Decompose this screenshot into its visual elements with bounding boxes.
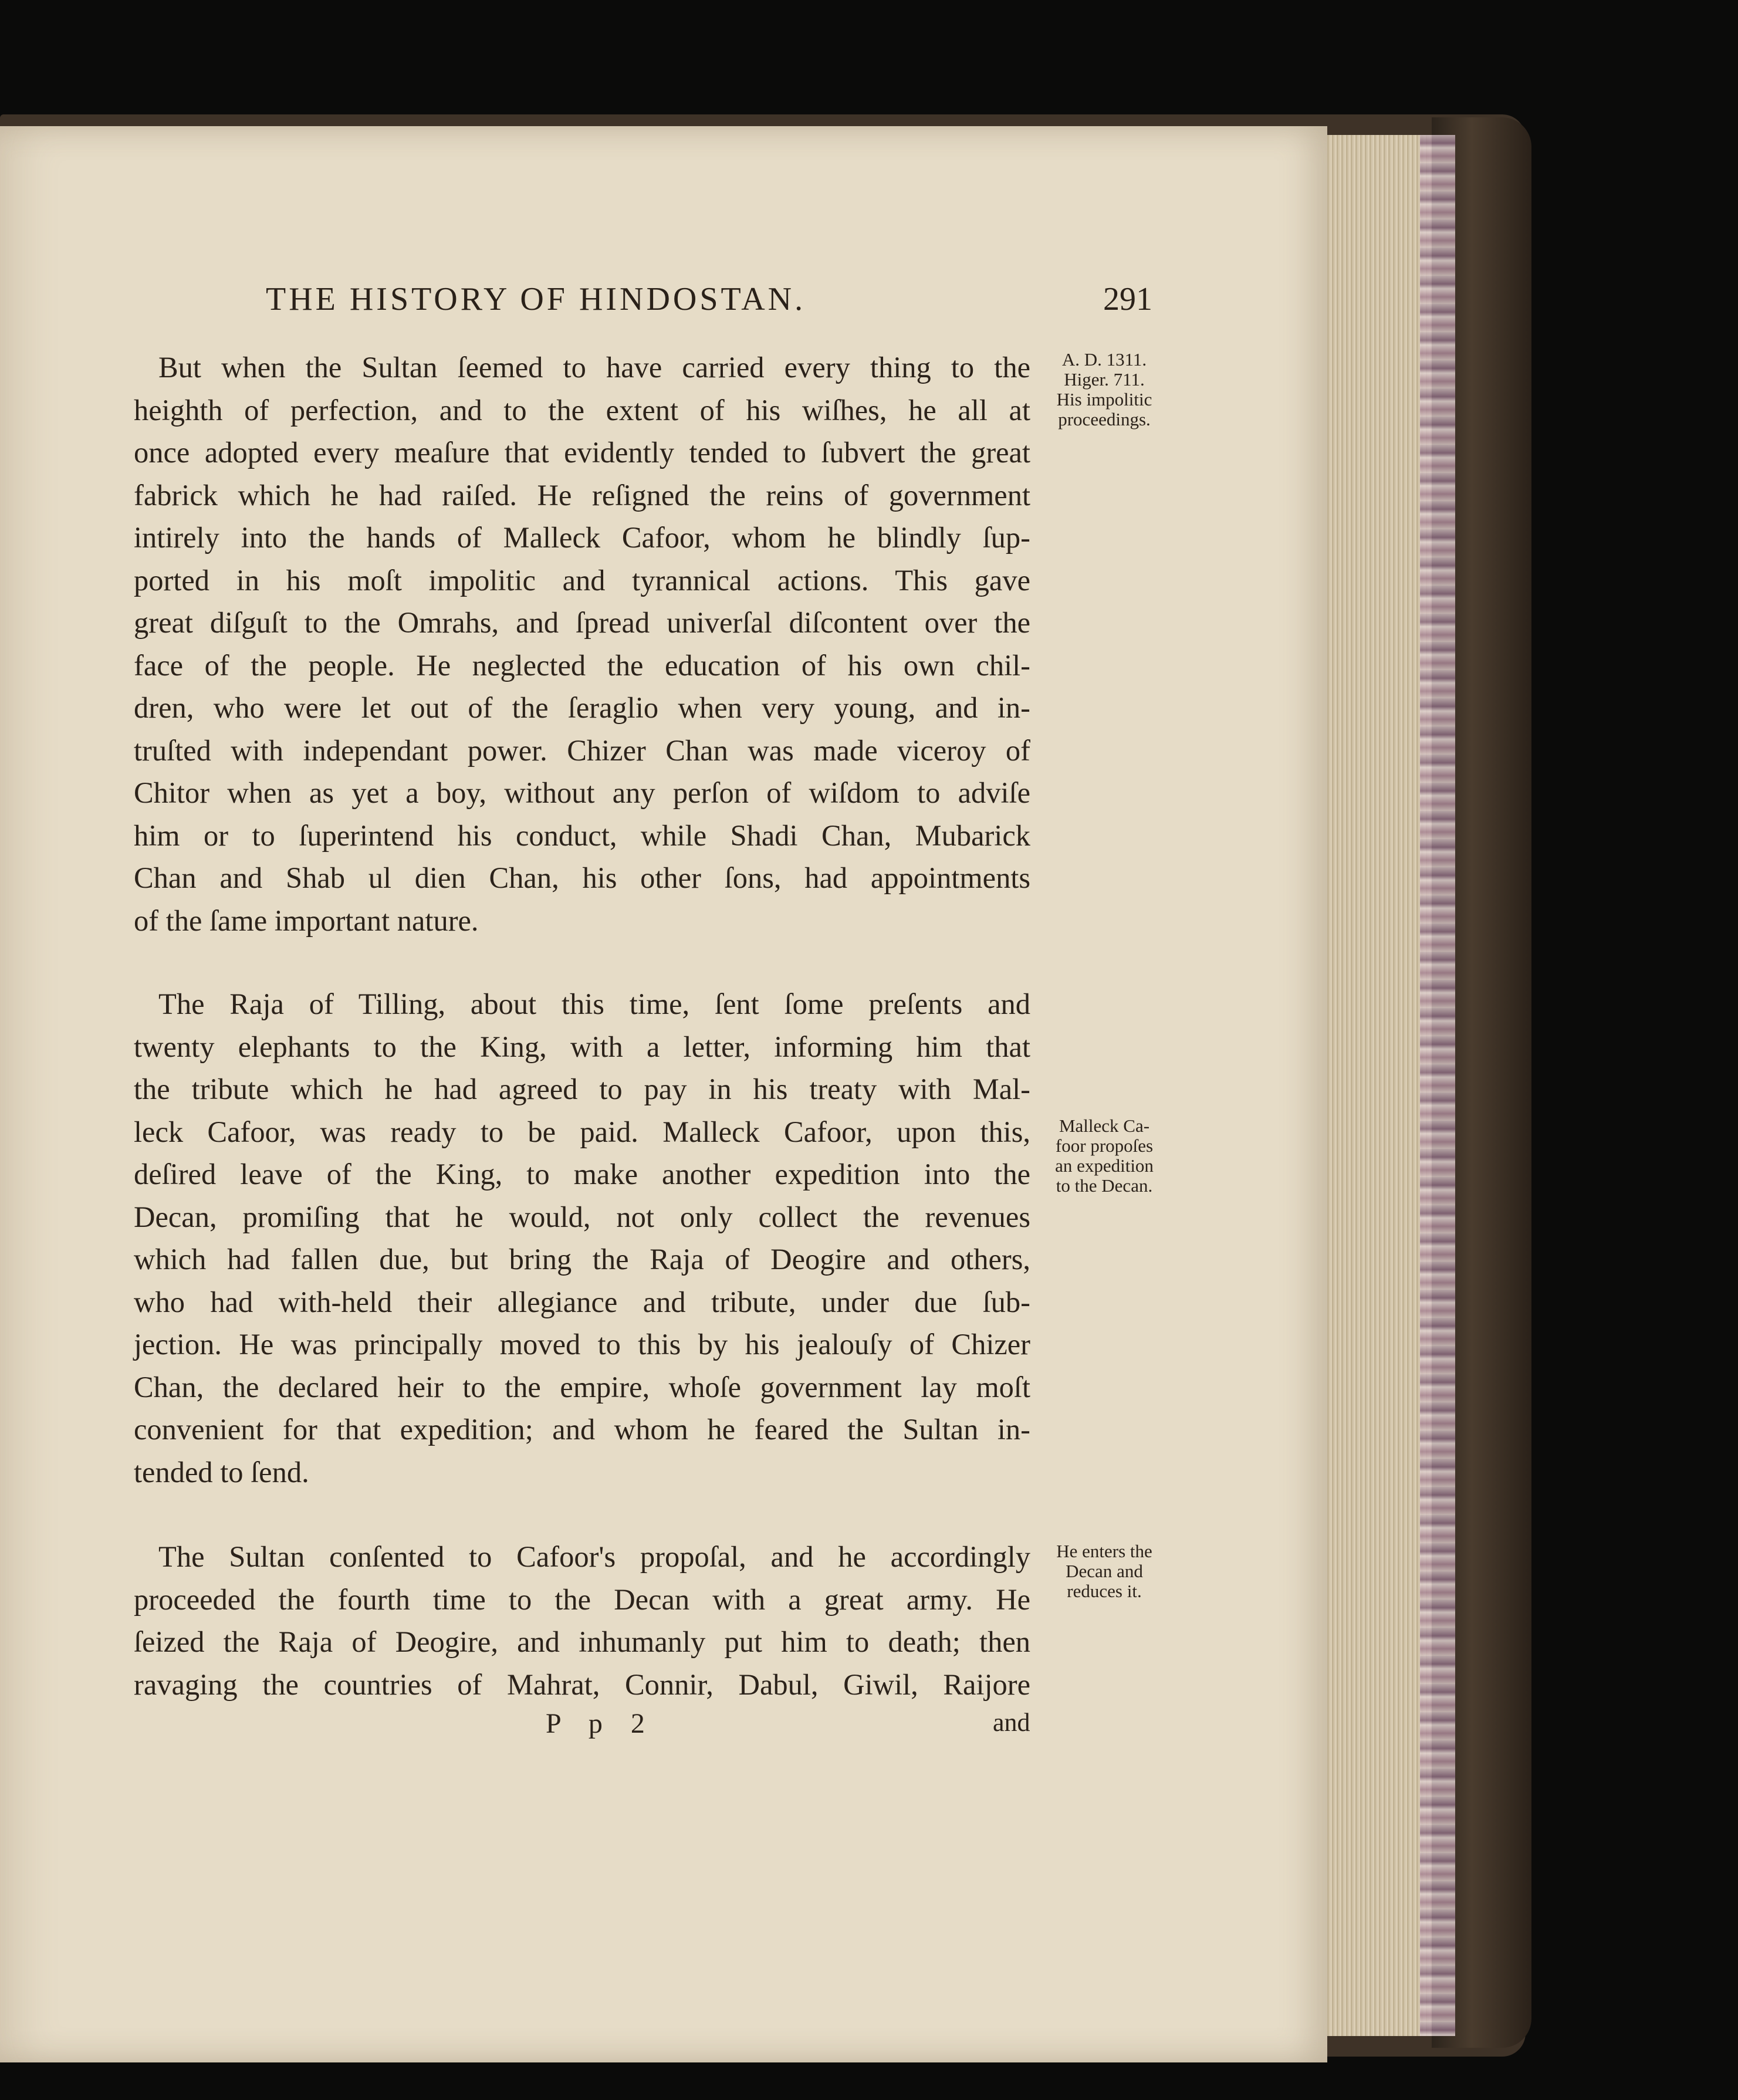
margin-note-line: an expedition [1055,1155,1154,1176]
text-line: tended to ſend. [134,1455,309,1489]
text-line: convenient for that expedition; and whom he feared the Sultan in- [134,1413,1030,1446]
text-line: heighth of perfection, and to the extent of his wiſhes, he all at [134,393,1030,427]
signature-mark: P p 2 [546,1708,655,1739]
running-title: THE HISTORY OF HINDOSTAN. [266,281,806,317]
text-line: deſired leave of the King, to make another expedition into the [134,1158,1030,1191]
margin-note-line: He enters the [1056,1541,1152,1561]
text-line: ravaging the countries of Mahrat, Connir, Dabul, Giwil, Raijore [134,1668,1030,1701]
text-line: Chan and Shab ul dien Chan, his other ſons, had appointments [134,861,1030,894]
paragraph-2 [134,983,1030,1493]
text-line: jection. He was principally moved to this by his jealouſy of Chizer [134,1328,1030,1361]
text-line: ported in his moſt impolitic and tyrannical actions. This gave [134,563,1030,597]
text-line: The Raja of Tilling, about this time, ſent ſome preſents and [158,988,1030,1020]
text-line: But when the Sultan ſeemed to have carried every thing to the [158,351,1030,384]
margin-note-line: proceedings. [1058,409,1151,430]
text-line: intirely into the hands of Malleck Cafoor, whom he blindly ſup- [134,521,1030,554]
page-fore-edge [1320,135,1432,2036]
text-line: which had fallen due, but bring the Raja of Deogire and others, [134,1243,1030,1276]
marbled-edge [1420,135,1455,2036]
page-number: 291 [1103,281,1152,317]
margin-note-line: Malleck Ca- [1059,1115,1150,1136]
text-line: once adopted every meaſure that evidently tended to ſubvert the great [134,436,1030,469]
text-line: fabrick which he had raiſed. He reſigned the reins of government [134,478,1030,512]
margin-note-line: foor propoſes [1055,1135,1154,1156]
margin-note-line: Decan and [1066,1561,1143,1581]
catchword: and [993,1708,1030,1737]
text-line: leck Cafoor, was ready to be paid. Malleck Cafoor, upon this, [134,1115,1030,1148]
margin-note-line: reduces it. [1067,1581,1142,1601]
text-line: the tribute which he had agreed to pay in his treaty with Mal- [134,1073,1030,1105]
margin-note-2 [1034,1116,1175,1196]
margin-note-line: to the Decan. [1056,1175,1153,1196]
margin-note-line: A. D. 1311. [1061,349,1147,370]
text-line: ſeized the Raja of Deogire, and inhumanly put him to death; then [134,1625,1030,1658]
text-line: Decan, promiſing that he would, not only collect the revenues [134,1200,1030,1233]
text-line: great diſguſt to the Omrahs, and ſpread univerſal diſcontent over the [134,606,1030,639]
text-line: face of the people. He neglected the education of his own chil- [134,648,1030,682]
text-line: Chan, the declared heir to the empire, whoſe government lay moſt [134,1370,1030,1404]
margin-note-1 [1034,350,1175,430]
text-line: who had with-held their allegiance and tribute, under due ſub- [134,1285,1030,1318]
text-line: of the ſame important nature. [134,904,479,937]
text-line: dren, who were let out of the ſeraglio when very young, and in- [134,691,1030,724]
paragraph-3 [134,1536,1030,1706]
text-line: proceeded the fourth time to the Decan with a great army. He [134,1582,1030,1616]
paragraph-1 [134,346,1030,942]
margin-note-line: His impolitic [1056,389,1152,410]
text-line: The Sultan conſented to Cafoor's propoſal, and he accordingly [158,1540,1030,1573]
text-line: him or to ſuperintend his conduct, while Shadi Chan, Mubarick [134,819,1030,852]
text-line: truſted with independant power. Chizer Chan was made viceroy of [134,733,1030,767]
margin-note-3 [1034,1541,1175,1601]
text-line: Chitor when as yet a boy, without any perſon of wiſdom to adviſe [134,776,1030,809]
text-line: twenty elephants to the King, with a letter, informing him that [134,1030,1030,1063]
margin-note-line: Higer. 711. [1064,369,1145,390]
